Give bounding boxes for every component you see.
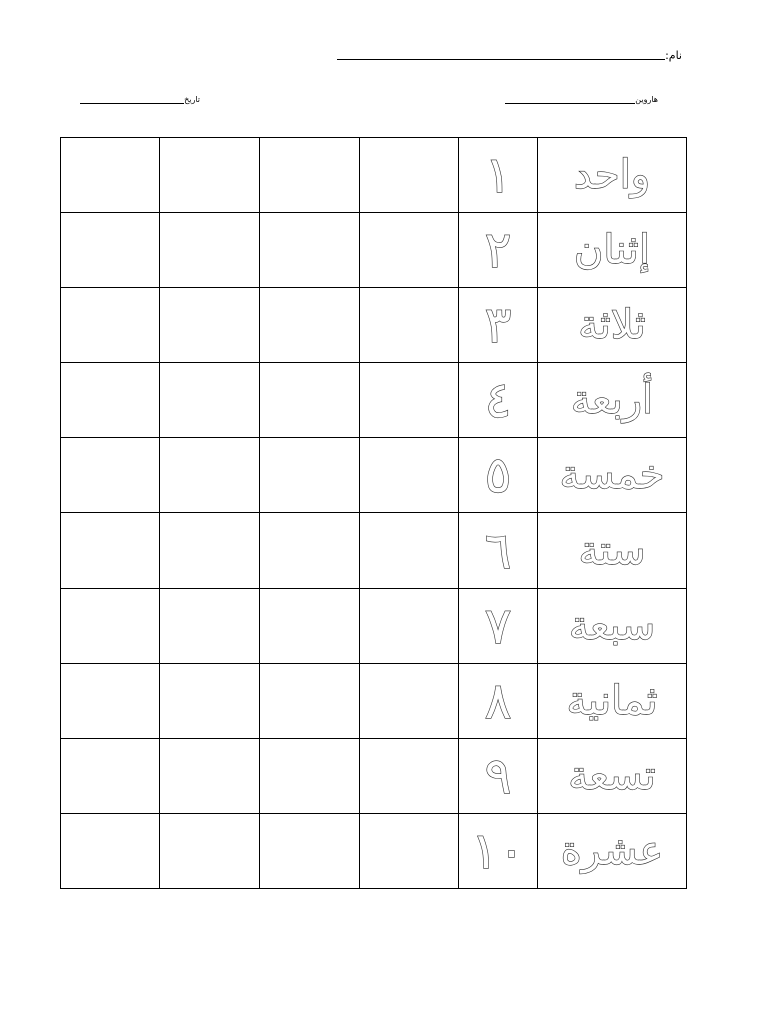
practice-cell[interactable] bbox=[260, 663, 360, 738]
practice-cell[interactable] bbox=[260, 513, 360, 588]
teacher-label: هاروين bbox=[635, 95, 658, 104]
numeral-cell bbox=[459, 138, 538, 213]
practice-cell[interactable] bbox=[61, 288, 160, 363]
practice-cell[interactable] bbox=[160, 513, 260, 588]
word-cell bbox=[538, 813, 687, 888]
practice-cell[interactable] bbox=[160, 288, 260, 363]
traced-word: عشرة bbox=[560, 827, 664, 874]
practice-cell[interactable] bbox=[260, 363, 360, 438]
date-field bbox=[80, 94, 200, 106]
practice-cell[interactable] bbox=[260, 138, 360, 213]
practice-cell[interactable] bbox=[61, 738, 160, 813]
numeral-cell bbox=[459, 513, 538, 588]
numeral-cell bbox=[459, 738, 538, 813]
practice-cell[interactable] bbox=[360, 813, 459, 888]
practice-cell[interactable] bbox=[360, 588, 459, 663]
traced-word: ثمانية bbox=[566, 677, 658, 724]
traced-numeral: ٩ bbox=[484, 746, 512, 805]
numeral-cell bbox=[459, 363, 538, 438]
traced-numeral: ٦ bbox=[484, 521, 512, 580]
traced-word: تسعة bbox=[568, 752, 656, 799]
practice-cell[interactable] bbox=[61, 513, 160, 588]
practice-cell[interactable] bbox=[61, 213, 160, 288]
practice-cell[interactable] bbox=[160, 738, 260, 813]
practice-cell[interactable] bbox=[360, 663, 459, 738]
traced-numeral: ٤ bbox=[484, 371, 512, 430]
traced-numeral: ٢ bbox=[484, 221, 512, 280]
practice-cell[interactable] bbox=[160, 663, 260, 738]
traced-word: خمسة bbox=[559, 452, 665, 499]
traced-numeral: ٣ bbox=[484, 296, 512, 355]
practice-cell[interactable] bbox=[360, 513, 459, 588]
table-row bbox=[61, 138, 687, 213]
word-cell bbox=[538, 738, 687, 813]
practice-cell[interactable] bbox=[360, 288, 459, 363]
numeral-cell bbox=[459, 288, 538, 363]
traced-numeral: ١ bbox=[484, 146, 512, 205]
practice-cell[interactable] bbox=[61, 663, 160, 738]
word-cell bbox=[538, 513, 687, 588]
practice-cell[interactable] bbox=[61, 138, 160, 213]
numeral-cell bbox=[459, 588, 538, 663]
practice-cell[interactable] bbox=[61, 438, 160, 513]
practice-cell[interactable] bbox=[160, 438, 260, 513]
table-row bbox=[61, 213, 687, 288]
practice-cell[interactable] bbox=[260, 813, 360, 888]
numeral-cell bbox=[459, 438, 538, 513]
word-cell bbox=[538, 588, 687, 663]
table-row bbox=[61, 363, 687, 438]
word-cell bbox=[538, 213, 687, 288]
traced-word: أربعة bbox=[570, 377, 654, 424]
traced-numeral: ١٠ bbox=[471, 821, 525, 880]
practice-cell[interactable] bbox=[260, 588, 360, 663]
traced-numeral: ٧ bbox=[484, 596, 512, 655]
practice-cell[interactable] bbox=[360, 138, 459, 213]
practice-cell[interactable] bbox=[260, 213, 360, 288]
table-row bbox=[61, 288, 687, 363]
table-row bbox=[61, 438, 687, 513]
word-cell bbox=[538, 663, 687, 738]
practice-cell[interactable] bbox=[260, 438, 360, 513]
practice-cell[interactable] bbox=[260, 738, 360, 813]
practice-cell[interactable] bbox=[360, 438, 459, 513]
practice-cell[interactable] bbox=[360, 738, 459, 813]
date-blank-line[interactable] bbox=[80, 103, 184, 104]
practice-cell[interactable] bbox=[360, 213, 459, 288]
name-field bbox=[337, 50, 682, 62]
name-label: نام: bbox=[665, 49, 682, 62]
numeral-cell bbox=[459, 663, 538, 738]
traced-word: إثنان bbox=[574, 227, 650, 274]
word-cell bbox=[538, 288, 687, 363]
table-row bbox=[61, 663, 687, 738]
date-label: تاريخ bbox=[184, 95, 200, 104]
practice-cell[interactable] bbox=[360, 363, 459, 438]
table-row bbox=[61, 588, 687, 663]
practice-cell[interactable] bbox=[160, 213, 260, 288]
word-cell bbox=[538, 363, 687, 438]
word-cell bbox=[538, 438, 687, 513]
traced-word: ثلاثة bbox=[578, 302, 646, 349]
teacher-blank-line[interactable] bbox=[505, 103, 635, 104]
practice-cell[interactable] bbox=[160, 138, 260, 213]
table-row bbox=[61, 513, 687, 588]
table-row bbox=[61, 813, 687, 888]
word-cell bbox=[538, 138, 687, 213]
traced-word: واحد bbox=[573, 152, 651, 199]
numeral-cell bbox=[459, 813, 538, 888]
practice-cell[interactable] bbox=[260, 288, 360, 363]
practice-cell[interactable] bbox=[61, 813, 160, 888]
tracing-table bbox=[60, 137, 687, 889]
practice-cell[interactable] bbox=[61, 363, 160, 438]
numeral-cell bbox=[459, 213, 538, 288]
traced-numeral: ٥ bbox=[484, 446, 512, 505]
teacher-field bbox=[505, 94, 658, 106]
name-blank-line[interactable] bbox=[337, 59, 665, 60]
table-row bbox=[61, 738, 687, 813]
traced-numeral: ٨ bbox=[484, 671, 512, 730]
traced-word: ستة bbox=[578, 527, 646, 574]
traced-word: سبعة bbox=[568, 602, 656, 649]
practice-cell[interactable] bbox=[160, 588, 260, 663]
practice-cell[interactable] bbox=[61, 588, 160, 663]
practice-cell[interactable] bbox=[160, 363, 260, 438]
practice-cell[interactable] bbox=[160, 813, 260, 888]
